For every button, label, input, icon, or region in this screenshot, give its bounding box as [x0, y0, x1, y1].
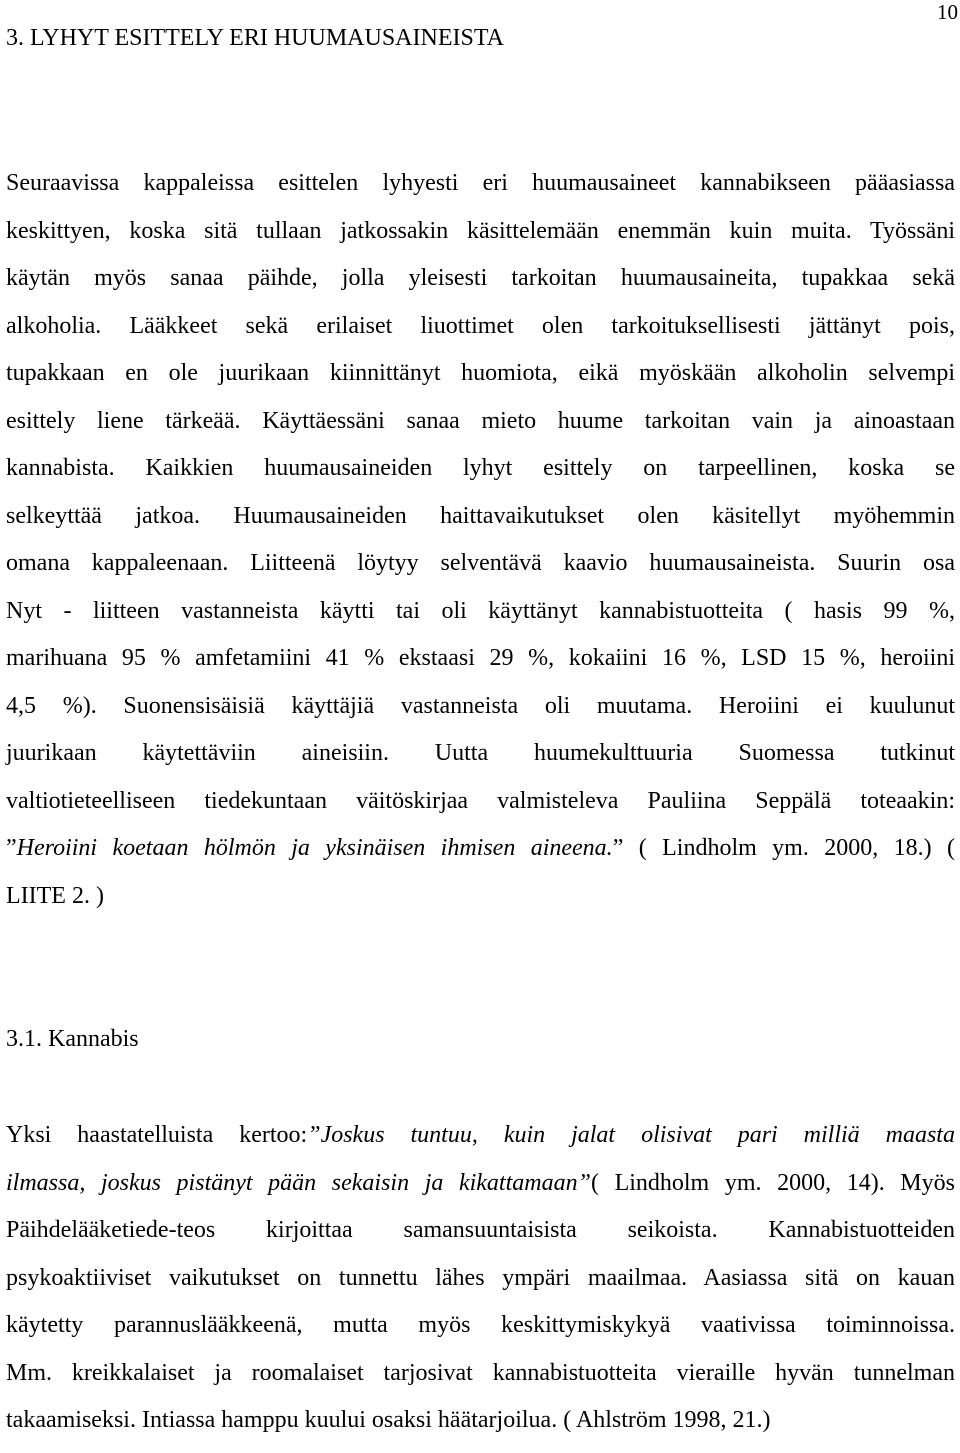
- quote-text: Joskus tuntuu, kuin jalat olisivat pari milliä maasta: [320, 1122, 955, 1148]
- quote-close-mark: ”: [577, 1169, 591, 1196]
- section-heading: 3. LYHYT ESITTELY ERI HUUMAUSAINEISTA: [6, 25, 504, 51]
- paragraph-line: takaamiseksi. Intiassa hamppu kuului osaksi häätarjoilua. ( Ahlström 1998, 21.): [6, 1407, 771, 1433]
- paragraph-line: kannabista. Kaikkien huumausaineiden lyhyt esittely on tarpeellinen, koska se: [6, 455, 955, 481]
- subsection-heading: 3.1. Kannabis: [6, 1026, 139, 1052]
- quote-line: [6, 833, 955, 881]
- paragraph-line: psykoaktiiviset vaikutukset on tunnettu lähes ympäri maailmaa. Aasiassa sitä on kauan: [6, 1264, 955, 1291]
- page-number: 10: [937, 0, 958, 24]
- quote-line: [6, 1120, 955, 1168]
- paragraph-line: juurikaan käytettäviin aineisiin. Uutta huumekulttuuria Suomessa tutkinut: [6, 740, 955, 766]
- paragraph-line: omana kappaleenaan. Liitteenä löytyy selventävä kaavio huumausaineista. Suurin osa: [6, 550, 955, 576]
- paragraph-line: Seuraavissa kappaleissa esittelen lyhyesti eri huumausaineet kannabikseen pääasiassa: [6, 170, 955, 196]
- quote-text: ilmassa, joskus pistänyt pään sekaisin ja kikattamaan: [6, 1169, 578, 1196]
- quote-open-mark: ”: [6, 835, 17, 861]
- quote-close-mark: ”: [612, 835, 624, 861]
- paragraph-line: valtiotieteelliseen tiedekuntaan väitöskirjaa valmisteleva Pauliina Seppälä toteaakin:: [6, 787, 955, 814]
- paragraph-line: alkoholia. Lääkkeet sekä erilaiset liuottimet olen tarkoituksellisesti jättänyt pois,: [6, 312, 955, 339]
- quote-citation: ( Lindholm ym. 2000, 18.) (: [623, 835, 955, 861]
- paragraph-line: Päihdelääketiede-teos kirjoittaa samansuuntaisista seikoista. Kannabistuotteiden: [6, 1217, 955, 1243]
- intro-paragraph: [6, 168, 955, 928]
- paragraph-line: tupakkaan en ole juurikaan kiinnittänyt huomiota, eikä myöskään alkoholin selvempi: [6, 360, 955, 386]
- paragraph-line: selkeyttää jatkoa. Huumausaineiden haittavaikutukset olen käsitellyt myöhemmin: [6, 502, 955, 529]
- paragraph-line: Mm. kreikkalaiset ja roomalaiset tarjosivat kannabistuotteita vieraille hyvän tunnelman: [6, 1359, 955, 1386]
- quote-open-mark: ”: [307, 1122, 321, 1148]
- paragraph-line: marihuana 95 % amfetamiini 41 % ekstaasi 29 %, kokaiini 16 %, LSD 15 %, heroiini: [6, 645, 955, 671]
- paragraph-line: Nyt - liitteen vastanneista käytti tai oli käyttänyt kannabistuotteita ( hasis 99 %,: [6, 597, 955, 624]
- paragraph-line: esittely liene tärkeää. Käyttäessäni sanaa mieto huume tarkoitan vain ja ainoastaan: [6, 407, 955, 434]
- paragraph-line: keskittyen, koska sitä tullaan jatkossakin käsittelemään enemmän kuin muita. Työssäni: [6, 217, 955, 244]
- paragraph-line: käytetty parannuslääkkeenä, mutta myös keskittymiskykyä vaativissa toiminnoissa.: [6, 1312, 955, 1338]
- quote-text: Heroiini koetaan hölmön ja yksinäisen ihmisen aineena.: [16, 835, 613, 861]
- quote-lead: Yksi haastatelluista kertoo:: [6, 1122, 308, 1148]
- paragraph-line: LIITE 2. ): [6, 882, 104, 909]
- cannabis-paragraph: [6, 1120, 955, 1453]
- quote-line: [6, 1168, 955, 1216]
- paragraph-line: käytän myös sanaa päihde, jolla yleisesti tarkoitan huumausaineita, tupakkaa sekä: [6, 265, 955, 291]
- quote-citation: ( Lindholm ym. 2000, 14). Myös: [590, 1169, 955, 1196]
- paragraph-line: 4,5 %). Suonensisäisiä käyttäjiä vastanneista oli muutama. Heroiini ei kuulunut: [6, 692, 955, 719]
